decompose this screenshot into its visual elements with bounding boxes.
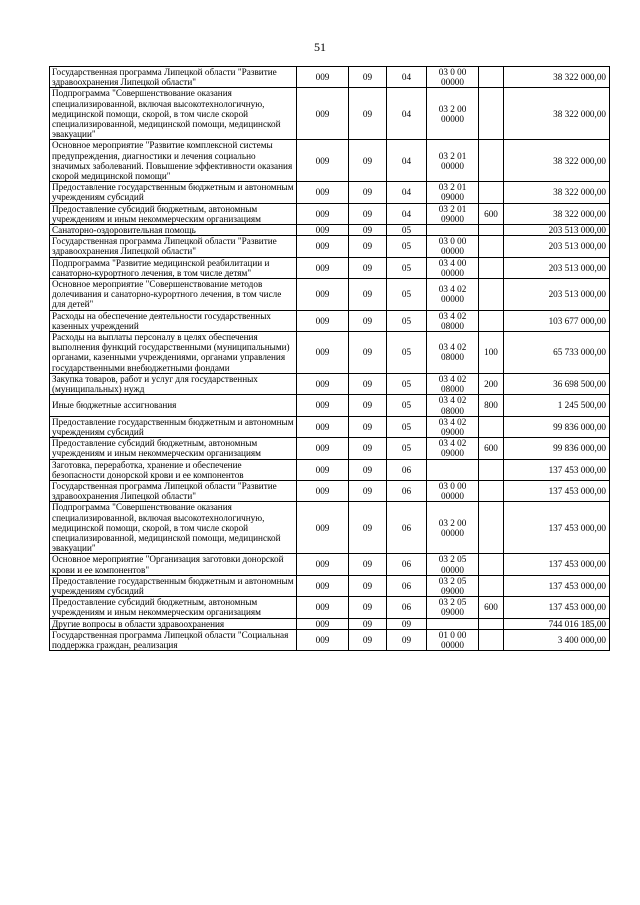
table-row	[50, 575, 610, 596]
amount-cell: 38 322 000,00	[504, 203, 610, 224]
section-code-cell: 09	[349, 502, 387, 554]
row-name-cell: Предоставление государственным бюджетным и автономным учреждениям субсидий	[50, 182, 297, 203]
ministry-code-cell: 009	[297, 480, 349, 501]
row-name-cell: Предоставление государственным бюджетным и автономным учреждениям субсидий	[50, 416, 297, 437]
section-code-cell: 09	[349, 438, 387, 459]
page-number: 51	[314, 40, 326, 54]
section-code-cell: 09	[349, 395, 387, 416]
target-article-cell: 03 2 00 00000	[427, 88, 479, 140]
ministry-code-cell: 009	[297, 88, 349, 140]
ministry-code-cell: 009	[297, 332, 349, 374]
row-name-cell: Основное мероприятие "Организация заготовки донорской крови и ее компонентов"	[50, 554, 297, 575]
ministry-code-cell: 009	[297, 310, 349, 331]
subsection-code-cell: 04	[387, 88, 427, 140]
expense-type-cell: 100	[479, 332, 504, 374]
budget-table-body	[50, 67, 610, 651]
ministry-code-cell: 009	[297, 236, 349, 257]
subsection-code-cell: 09	[387, 629, 427, 650]
target-article-cell: 03 2 05 09000	[427, 575, 479, 596]
row-name-cell: Предоставление субсидий бюджетным, автономным учреждениям и иным некоммерческим организациям	[50, 203, 297, 224]
expense-type-cell: 600	[479, 203, 504, 224]
ministry-code-cell: 009	[297, 618, 349, 629]
row-name-cell: Основное мероприятие "Совершенствование методов долечивания и санаторно-курортного лечения, в том числе для детей"	[50, 279, 297, 311]
expense-type-cell: 600	[479, 597, 504, 618]
row-name-cell: Государственная программа Липецкой области "Социальная поддержка граждан, реализация	[50, 629, 297, 650]
target-article-cell	[427, 618, 479, 629]
subsection-code-cell: 04	[387, 182, 427, 203]
expense-type-cell	[479, 575, 504, 596]
target-article-cell: 03 4 02 08000	[427, 395, 479, 416]
subsection-code-cell: 04	[387, 140, 427, 182]
ministry-code-cell: 009	[297, 279, 349, 311]
expense-type-cell	[479, 279, 504, 311]
table-row	[50, 182, 610, 203]
subsection-code-cell: 04	[387, 67, 427, 88]
row-name-cell: Закупка товаров, работ и услуг для государственных (муниципальных) нужд	[50, 373, 297, 394]
expense-type-cell	[479, 502, 504, 554]
subsection-code-cell: 06	[387, 554, 427, 575]
expense-type-cell	[479, 310, 504, 331]
subsection-code-cell: 06	[387, 575, 427, 596]
section-code-cell: 09	[349, 88, 387, 140]
row-name-cell: Предоставление субсидий бюджетным, автономным учреждениям и иным некоммерческим организациям	[50, 597, 297, 618]
target-article-cell: 03 2 01 00000	[427, 140, 479, 182]
subsection-code-cell: 05	[387, 310, 427, 331]
target-article-cell: 03 0 00 00000	[427, 480, 479, 501]
subsection-code-cell: 05	[387, 236, 427, 257]
subsection-code-cell: 05	[387, 395, 427, 416]
amount-cell: 203 513 000,00	[504, 279, 610, 311]
row-name-cell: Предоставление субсидий бюджетным, автономным учреждениям и иным некоммерческим организациям	[50, 438, 297, 459]
table-row	[50, 480, 610, 501]
expense-type-cell	[479, 88, 504, 140]
target-article-cell: 03 0 00 00000	[427, 67, 479, 88]
section-code-cell: 09	[349, 257, 387, 278]
ministry-code-cell: 009	[297, 225, 349, 236]
section-code-cell: 09	[349, 225, 387, 236]
table-row	[50, 332, 610, 374]
subsection-code-cell: 04	[387, 203, 427, 224]
table-row	[50, 416, 610, 437]
expense-type-cell	[479, 629, 504, 650]
table-row	[50, 395, 610, 416]
ministry-code-cell: 009	[297, 416, 349, 437]
target-article-cell: 03 4 00 00000	[427, 257, 479, 278]
table-row	[50, 310, 610, 331]
row-name-cell: Подпрограмма "Развитие медицинской реабилитации и санаторно-курортного лечения, в том числе детям"	[50, 257, 297, 278]
amount-cell: 38 322 000,00	[504, 140, 610, 182]
row-name-cell: Государственная программа Липецкой области "Развитие здравоохранения Липецкой области"	[50, 480, 297, 501]
subsection-code-cell: 06	[387, 480, 427, 501]
target-article-cell	[427, 225, 479, 236]
ministry-code-cell: 009	[297, 629, 349, 650]
amount-cell: 36 698 500,00	[504, 373, 610, 394]
expense-type-cell	[479, 480, 504, 501]
table-row	[50, 203, 610, 224]
target-article-cell: 03 4 02 08000	[427, 332, 479, 374]
section-code-cell: 09	[349, 459, 387, 480]
ministry-code-cell: 009	[297, 140, 349, 182]
amount-cell: 203 513 000,00	[504, 257, 610, 278]
subsection-code-cell: 05	[387, 257, 427, 278]
target-article-cell: 03 4 02 08000	[427, 373, 479, 394]
target-article-cell: 01 0 00 00000	[427, 629, 479, 650]
amount-cell: 203 513 000,00	[504, 236, 610, 257]
target-article-cell: 03 2 01 09000	[427, 182, 479, 203]
ministry-code-cell: 009	[297, 395, 349, 416]
row-name-cell: Подпрограмма "Совершенствование оказания специализированной, включая высокотехнологичную, медицинской помощи, скорой, в том числе скорой специализированной, медицинской помощи, медицинской эвакуации"	[50, 88, 297, 140]
target-article-cell: 03 2 00 00000	[427, 502, 479, 554]
section-code-cell: 09	[349, 310, 387, 331]
amount-cell: 38 322 000,00	[504, 182, 610, 203]
ministry-code-cell: 009	[297, 182, 349, 203]
amount-cell: 99 836 000,00	[504, 416, 610, 437]
amount-cell: 38 322 000,00	[504, 88, 610, 140]
table-row	[50, 502, 610, 554]
target-article-cell: 03 4 02 09000	[427, 416, 479, 437]
expense-type-cell	[479, 554, 504, 575]
ministry-code-cell: 009	[297, 597, 349, 618]
expense-type-cell	[479, 236, 504, 257]
amount-cell: 137 453 000,00	[504, 575, 610, 596]
expense-type-cell	[479, 140, 504, 182]
row-name-cell: Расходы на обеспечение деятельности государственных казенных учреждений	[50, 310, 297, 331]
row-name-cell: Другие вопросы в области здравоохранения	[50, 618, 297, 629]
ministry-code-cell: 009	[297, 438, 349, 459]
amount-cell: 137 453 000,00	[504, 597, 610, 618]
target-article-cell: 03 2 01 09000	[427, 203, 479, 224]
section-code-cell: 09	[349, 332, 387, 374]
amount-cell: 137 453 000,00	[504, 459, 610, 480]
subsection-code-cell: 05	[387, 332, 427, 374]
row-name-cell: Государственная программа Липецкой области "Развитие здравоохранения Липецкой области"	[50, 67, 297, 88]
amount-cell: 137 453 000,00	[504, 554, 610, 575]
subsection-code-cell: 05	[387, 225, 427, 236]
section-code-cell: 09	[349, 629, 387, 650]
amount-cell: 65 733 000,00	[504, 332, 610, 374]
row-name-cell: Расходы на выплаты персоналу в целях обеспечения выполнения функций государственными (муниципальными) органами, казенными учреждениями, органами управления государственными внебюджетными фондами	[50, 332, 297, 374]
table-row	[50, 225, 610, 236]
section-code-cell: 09	[349, 140, 387, 182]
table-row	[50, 618, 610, 629]
ministry-code-cell: 009	[297, 203, 349, 224]
section-code-cell: 09	[349, 203, 387, 224]
section-code-cell: 09	[349, 575, 387, 596]
subsection-code-cell: 05	[387, 279, 427, 311]
expense-type-cell	[479, 416, 504, 437]
target-article-cell	[427, 459, 479, 480]
subsection-code-cell: 06	[387, 597, 427, 618]
table-row	[50, 88, 610, 140]
expense-type-cell	[479, 182, 504, 203]
expense-type-cell	[479, 67, 504, 88]
target-article-cell: 03 0 00 00000	[427, 236, 479, 257]
section-code-cell: 09	[349, 67, 387, 88]
expense-type-cell	[479, 618, 504, 629]
budget-table-container	[49, 66, 609, 651]
ministry-code-cell: 009	[297, 502, 349, 554]
section-code-cell: 09	[349, 618, 387, 629]
subsection-code-cell: 05	[387, 416, 427, 437]
ministry-code-cell: 009	[297, 257, 349, 278]
amount-cell: 137 453 000,00	[504, 502, 610, 554]
subsection-code-cell: 06	[387, 459, 427, 480]
target-article-cell: 03 2 05 00000	[427, 554, 479, 575]
section-code-cell: 09	[349, 373, 387, 394]
ministry-code-cell: 009	[297, 575, 349, 596]
row-name-cell: Предоставление государственным бюджетным и автономным учреждениям субсидий	[50, 575, 297, 596]
subsection-code-cell: 06	[387, 502, 427, 554]
row-name-cell: Санаторно-оздоровительная помощь	[50, 225, 297, 236]
subsection-code-cell: 09	[387, 618, 427, 629]
table-row	[50, 373, 610, 394]
table-row	[50, 236, 610, 257]
section-code-cell: 09	[349, 480, 387, 501]
section-code-cell: 09	[349, 597, 387, 618]
budget-table	[49, 66, 610, 651]
row-name-cell: Подпрограмма "Совершенствование оказания специализированной, включая высокотехнологичную, медицинской помощи, скорой, в том числе скорой специализированной, медицинской помощи, медицинской эвакуации"	[50, 502, 297, 554]
expense-type-cell	[479, 257, 504, 278]
expense-type-cell: 800	[479, 395, 504, 416]
section-code-cell: 09	[349, 236, 387, 257]
ministry-code-cell: 009	[297, 554, 349, 575]
section-code-cell: 09	[349, 279, 387, 311]
table-row	[50, 279, 610, 311]
amount-cell: 744 016 185,00	[504, 618, 610, 629]
target-article-cell: 03 4 02 08000	[427, 310, 479, 331]
table-row	[50, 629, 610, 650]
row-name-cell: Основное мероприятие "Развитие комплексной системы предупреждения, диагностики и лечения социально значимых заболеваний. Повышение эффективности оказания скорой медицинской помощи"	[50, 140, 297, 182]
expense-type-cell: 200	[479, 373, 504, 394]
subsection-code-cell: 05	[387, 438, 427, 459]
row-name-cell: Государственная программа Липецкой области "Развитие здравоохранения Липецкой области"	[50, 236, 297, 257]
table-row	[50, 597, 610, 618]
row-name-cell: Заготовка, переработка, хранение и обеспечение безопасности донорской крови и ее компонентов	[50, 459, 297, 480]
section-code-cell: 09	[349, 554, 387, 575]
ministry-code-cell: 009	[297, 373, 349, 394]
amount-cell: 137 453 000,00	[504, 480, 610, 501]
expense-type-cell	[479, 225, 504, 236]
table-row	[50, 554, 610, 575]
amount-cell: 103 677 000,00	[504, 310, 610, 331]
amount-cell: 99 836 000,00	[504, 438, 610, 459]
section-code-cell: 09	[349, 182, 387, 203]
amount-cell: 203 513 000,00	[504, 225, 610, 236]
amount-cell: 3 400 000,00	[504, 629, 610, 650]
table-row	[50, 257, 610, 278]
amount-cell: 1 245 500,00	[504, 395, 610, 416]
row-name-cell: Иные бюджетные ассигнования	[50, 395, 297, 416]
target-article-cell: 03 4 02 09000	[427, 438, 479, 459]
target-article-cell: 03 4 02 00000	[427, 279, 479, 311]
expense-type-cell	[479, 459, 504, 480]
table-row	[50, 140, 610, 182]
amount-cell: 38 322 000,00	[504, 67, 610, 88]
ministry-code-cell: 009	[297, 459, 349, 480]
ministry-code-cell: 009	[297, 67, 349, 88]
table-row	[50, 67, 610, 88]
target-article-cell: 03 2 05 09000	[427, 597, 479, 618]
subsection-code-cell: 05	[387, 373, 427, 394]
table-row	[50, 438, 610, 459]
expense-type-cell: 600	[479, 438, 504, 459]
table-row	[50, 459, 610, 480]
section-code-cell: 09	[349, 416, 387, 437]
